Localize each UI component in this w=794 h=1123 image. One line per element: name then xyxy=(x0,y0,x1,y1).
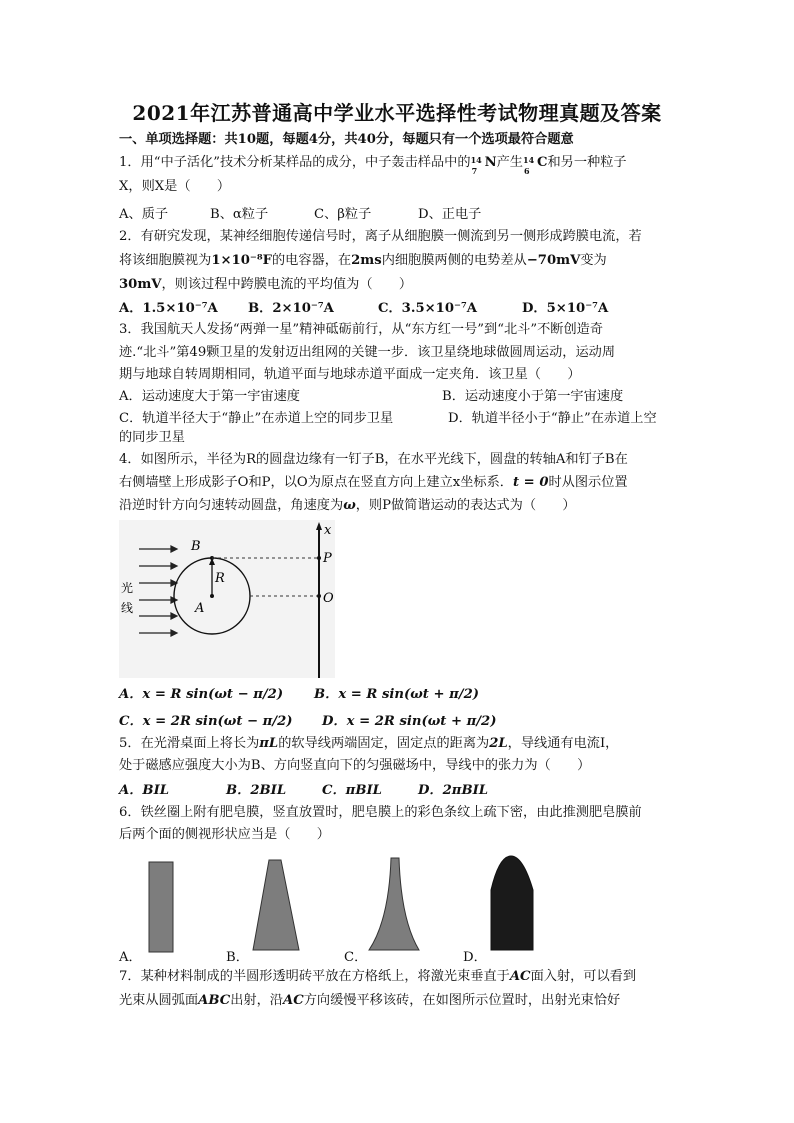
q4-stem-line1: 4．如图所示，半径为R的圆盘边缘有一钉子B，在水平光线下，圆盘的转轴A和钉子B在 xyxy=(119,452,628,467)
q6-option-a: A． xyxy=(119,950,142,965)
q6-film-shapes xyxy=(119,850,549,960)
q4-option-b: B．x = R sin(ωt + π/2) xyxy=(314,687,480,702)
q3-option-d-cont: 的同步卫星 xyxy=(119,430,185,445)
q1-option-a: A、质子 xyxy=(119,207,169,222)
q1-stem-line1: 1．用“中子活化”技术分析某样品的成分，中子轰击样品中的 14 7 N产生 14 6 C和另一种粒子 xyxy=(119,155,627,176)
page-title: 2021年江苏普通高中学业水平选择性考试物理真题及答案 xyxy=(132,101,662,125)
point-b-label: B xyxy=(191,539,201,554)
q3-option-c: C．轨道半径大于“静止”在赤道上空的同步卫星 xyxy=(119,411,394,426)
q4-disk-figure xyxy=(119,520,335,678)
q6-stem-line1: 6．铁丝圈上附有肥皂膜，竖直放置时，肥皂膜上的彩色条纹上疏下密，由此推测肥皂膜前 xyxy=(119,805,642,820)
q2-stem-line3: 30mV，则该过程中跨膜电流的平均值为（ ） xyxy=(119,277,413,292)
q1-option-b: B、α粒子 xyxy=(210,207,269,222)
q2-option-b: B．2×10⁻⁷A xyxy=(248,301,334,316)
point-p-label: P xyxy=(323,551,332,566)
shape-b-wedge xyxy=(253,860,299,950)
q2-stem-line2: 将该细胞膜视为1×10⁻⁸F的电容器，在2ms内细胞膜两侧的电势差从−70mV变为 xyxy=(119,253,607,268)
q5-option-d: D．2πBIL xyxy=(418,783,489,798)
q3-option-b: B．运动速度小于第一宇宙速度 xyxy=(442,389,624,404)
q2-option-a: A．1.5×10⁻⁷A xyxy=(119,301,218,316)
q4-option-a: A．x = R sin(ωt − π/2) xyxy=(119,687,284,702)
q1-option-d: D、正电子 xyxy=(418,207,482,222)
shape-a-uniform xyxy=(149,862,173,952)
radius-label: R xyxy=(215,571,225,586)
q7-stem-line1: 7．某种材料制成的半圆形透明砖平放在方格纸上，将激光束垂直于AC面入射，可以看到 xyxy=(119,969,637,984)
q5-option-a: A．BIL xyxy=(119,783,170,798)
light-label-1: 光 xyxy=(121,581,134,595)
light-label-2: 线 xyxy=(121,601,134,615)
q4-stem-line2: 右侧墙壁上形成影子O和P，以O为原点在竖直方向上建立x坐标系．t = 0时从图示位置 xyxy=(119,475,628,490)
carbon-isotope: 14 6 xyxy=(523,155,535,176)
q1-option-c: C、β粒子 xyxy=(314,207,372,222)
section-heading: 一、单项选择题：共10题，每题4分，共40分，每题只有一个选项最符合题意 xyxy=(119,132,574,147)
q5-option-c: C．πBIL xyxy=(322,783,382,798)
q2-option-d: D．5×10⁻⁷A xyxy=(522,301,609,316)
q3-option-d: D．轨道半径小于“静止”在赤道上空 xyxy=(448,411,657,426)
q6-option-d: D． xyxy=(463,950,487,965)
q2-stem-line1: 2．有研究发现，某神经细胞传递信号时，离子从细胞膜一侧流到另一侧形成跨膜电流，若 xyxy=(119,229,642,244)
point-a-label: A xyxy=(195,601,205,616)
q5-option-b: B．2BIL xyxy=(226,783,287,798)
q4-stem-line3: 沿逆时针方向匀速转动圆盘，角速度为ω，则P做简谐运动的表达式为（ ） xyxy=(119,498,576,513)
q2-option-c: C．3.5×10⁻⁷A xyxy=(378,301,477,316)
shape-c-curved xyxy=(369,858,419,950)
q5-stem-line1: 5．在光滑桌面上将长为πL的软导线两端固定，固定点的距离为2L，导线通有电流I， xyxy=(119,736,619,751)
q6-option-b: B． xyxy=(226,950,249,965)
q5-stem-line2: 处于磁感应强度大小为B、方向竖直向下的匀强磁场中，导线中的张力为（ ） xyxy=(119,758,591,773)
q4-option-d: D．x = 2R sin(ωt + π/2) xyxy=(322,714,497,729)
q3-stem-line1: 3．我国航天人发扬“两弹一星”精神砥砺前行，从“东方红一号”到“北斗”不断创造奇 xyxy=(119,322,604,337)
q3-option-a: A．运动速度大于第一宇宙速度 xyxy=(119,389,300,404)
nitrogen-isotope: 14 7 xyxy=(470,155,482,176)
shape-d-dark xyxy=(491,856,533,950)
q3-stem-line2: 迹.“北斗”第49颗卫星的发射迈出组网的关键一步．该卫星绕地球做圆周运动，运动周 xyxy=(119,345,616,360)
q4-option-c: C．x = 2R sin(ωt − π/2) xyxy=(119,714,293,729)
q3-stem-line3: 期与地球自转周期相同，轨道平面与地球赤道平面成一定夹角．该卫星（ ） xyxy=(119,367,581,382)
q1-stem-line2: X，则X是（ ） xyxy=(119,179,231,194)
x-axis-label: x xyxy=(324,523,332,538)
q7-stem-line2: 光束从圆弧面ABC出射，沿AC方向缓慢平移该砖，在如图所示位置时，出射光束恰好 xyxy=(119,993,621,1008)
q6-option-c: C． xyxy=(344,950,368,965)
point-o-label: O xyxy=(323,591,334,606)
q6-stem-line2: 后两个面的侧视形状应当是（ ） xyxy=(119,827,330,842)
